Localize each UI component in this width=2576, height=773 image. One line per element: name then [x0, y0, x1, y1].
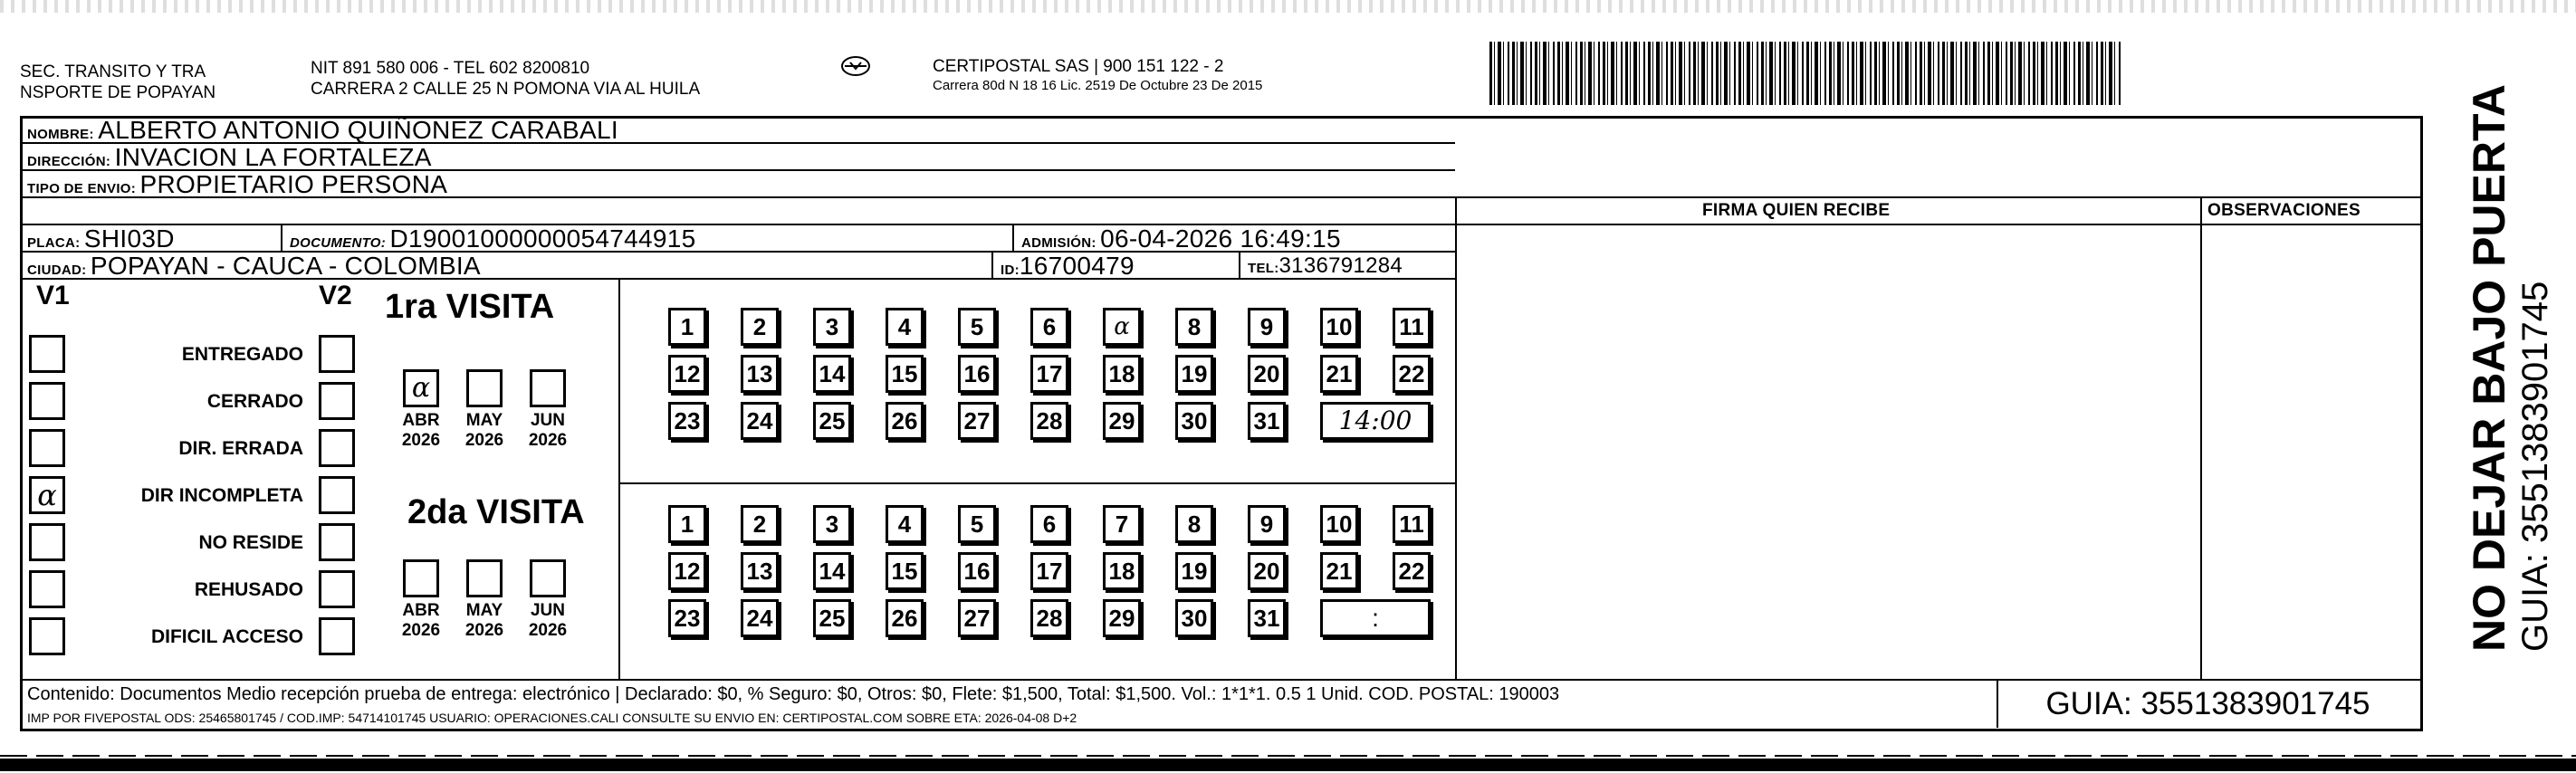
- tel-value: 3136791284: [1278, 253, 1403, 278]
- certipostal-block: [933, 56, 1262, 95]
- status-v2-checkbox[interactable]: [319, 429, 355, 467]
- day-box[interactable]: 8: [1175, 308, 1213, 346]
- day-box[interactable]: 18: [1103, 355, 1141, 393]
- signature-header: FIRMA QUIEN RECIBE: [1702, 201, 1891, 220]
- day-box[interactable]: 3: [813, 308, 851, 346]
- sender-block: [20, 62, 215, 103]
- name-row: [27, 116, 618, 145]
- visit1-title: 1ra VISITA: [385, 288, 555, 326]
- document-value: D19001000000054744915: [389, 224, 696, 253]
- day-box[interactable]: 9: [1248, 308, 1286, 346]
- month-year: 2026: [528, 621, 568, 640]
- plate-value: SHI03D: [83, 224, 175, 253]
- name-label: NOMBRE:: [27, 127, 94, 142]
- month-checkbox[interactable]: [403, 559, 439, 597]
- day-box[interactable]: 18: [1103, 552, 1141, 590]
- day-box[interactable]: 22: [1393, 552, 1431, 590]
- footer-print-line: IMP POR FIVEPOSTAL ODS: 25465801745 / COD.IMP: 54714101745 USUARIO: OPERACIONES.CALI CONSULTE SU ENVIO EN: CERTIPOSTAL.COM SOBRE ETA: 2026-04-08 D+2: [27, 711, 1077, 725]
- month-mark: α: [411, 372, 431, 404]
- day-box[interactable]: 12: [668, 355, 706, 393]
- status-v1-checkbox[interactable]: [29, 335, 65, 373]
- id-value: 16700479: [1019, 252, 1135, 280]
- day-box[interactable]: 15: [886, 355, 924, 393]
- recipient-name: ALBERTO ANTONIO QUIÑONEZ CARABALI: [98, 116, 618, 144]
- admission-label: ADMISIÓN:: [1021, 235, 1096, 251]
- month-checkbox[interactable]: [530, 559, 566, 597]
- address-label: DIRECCIÓN:: [27, 154, 111, 169]
- day-box[interactable]: 14: [813, 552, 851, 590]
- month-checkbox[interactable]: [403, 369, 439, 407]
- month-year: 2026: [464, 621, 504, 640]
- certipostal-line2: Carrera 80d N 18 16 Lic. 2519 De Octubre 23 De 2015: [933, 78, 1263, 93]
- visit-time-box[interactable]: :: [1320, 599, 1431, 637]
- send-type-value: PROPIETARIO PERSONA: [139, 170, 448, 198]
- day-box[interactable]: 17: [1030, 355, 1068, 393]
- day-box[interactable]: 1: [668, 505, 706, 543]
- document-label: DOCUMENTO:: [290, 235, 387, 251]
- certipostal-logo-icon: [838, 54, 874, 81]
- address-line: CARRERA 2 CALLE 25 N POMONA VIA AL HUILA: [311, 80, 701, 99]
- status-v1-checkbox[interactable]: [29, 617, 65, 655]
- day-box[interactable]: 16: [958, 552, 996, 590]
- day-box[interactable]: 15: [886, 552, 924, 590]
- month-label: MAY: [465, 411, 503, 430]
- status-v2-checkbox[interactable]: [319, 382, 355, 420]
- certipostal-line1: CERTIPOSTAL SAS | 900 151 122 - 2: [933, 57, 1224, 76]
- recipient-address: INVACION LA FORTALEZA: [114, 143, 432, 171]
- cut-line: [0, 755, 2576, 757]
- status-v1-checkbox[interactable]: [29, 523, 65, 561]
- day-box[interactable]: 25: [813, 599, 851, 637]
- month-year: 2026: [401, 621, 441, 640]
- day-box[interactable]: 19: [1175, 552, 1213, 590]
- send-type-label: TIPO DE ENVIO:: [27, 181, 137, 196]
- day-box[interactable]: 13: [741, 355, 779, 393]
- month-label: MAY: [465, 601, 503, 620]
- admission-field: [1021, 224, 1341, 253]
- guia-number-box: GUIA: 3551383901745: [1997, 681, 2418, 728]
- day-box[interactable]: 21: [1320, 552, 1358, 590]
- day-box[interactable]: 24: [741, 599, 779, 637]
- month-checkbox[interactable]: [530, 369, 566, 407]
- day-box[interactable]: 30: [1175, 599, 1213, 637]
- day-box[interactable]: 30: [1175, 402, 1213, 440]
- top-perforation: [0, 0, 2576, 13]
- month-label: ABR: [402, 411, 440, 430]
- status-item-label: DIFICIL ACCESO: [150, 626, 303, 647]
- status-v2-checkbox[interactable]: [319, 335, 355, 373]
- status-item-label: ENTREGADO: [181, 344, 303, 365]
- status-v1-checkbox[interactable]: [29, 476, 65, 514]
- status-item-label: CERRADO: [206, 391, 303, 412]
- status-item-label: DIR INCOMPLETA: [140, 485, 303, 506]
- day-box[interactable]: 1: [668, 308, 706, 346]
- day-box[interactable]: 23: [668, 402, 706, 440]
- sender-line2: NSPORTE DE POPAYAN: [20, 83, 216, 102]
- day-box[interactable]: 26: [886, 402, 924, 440]
- day-box[interactable]: 6: [1030, 505, 1068, 543]
- status-item-label: REHUSADO: [194, 579, 303, 600]
- day-box[interactable]: 29: [1103, 599, 1141, 637]
- day-box[interactable]: 13: [741, 552, 779, 590]
- city-row: [27, 252, 481, 281]
- city-value: POPAYAN - CAUCA - COLOMBIA: [90, 252, 481, 280]
- footer-content-line: Contenido: Documentos Medio recepción prueba de entrega: electrónico | Declarado: $0, % Seguro: $0, Otros: $0, Flete: $1,500, Total: $1,500. Vol.: 1*1*1. 0.5 1 Unid. COD. POSTAL: 190003: [27, 684, 1560, 704]
- day-box[interactable]: 31: [1248, 599, 1286, 637]
- v1-header: V1: [36, 281, 70, 310]
- status-v2-checkbox[interactable]: [319, 476, 355, 514]
- day-box[interactable]: 28: [1030, 599, 1068, 637]
- plate-label: PLACA:: [27, 235, 81, 251]
- visit-time-box[interactable]: 14:00: [1320, 402, 1431, 440]
- day-box[interactable]: 11: [1393, 505, 1431, 543]
- status-v1-mark: α: [37, 478, 57, 512]
- day-box[interactable]: 7: [1103, 505, 1141, 543]
- observations-header: OBSERVACIONES: [2207, 201, 2361, 220]
- sender-contact-block: [311, 58, 700, 100]
- day-box[interactable]: 8: [1175, 505, 1213, 543]
- visit2-title: 2da VISITA: [407, 493, 585, 531]
- side-guia-text: GUIA: 3551383901745: [2515, 281, 2555, 652]
- sender-line1: SEC. TRANSITO Y TRA: [20, 62, 206, 81]
- day-box[interactable]: 5: [958, 505, 996, 543]
- day-box[interactable]: 9: [1248, 505, 1286, 543]
- day-box[interactable]: 4: [886, 308, 924, 346]
- send-type-row: [27, 170, 447, 199]
- side-notice: [2463, 84, 2556, 652]
- day-box[interactable]: 10: [1320, 308, 1358, 346]
- day-box[interactable]: 29: [1103, 402, 1141, 440]
- day-box[interactable]: 19: [1175, 355, 1213, 393]
- day-box[interactable]: α: [1103, 308, 1141, 346]
- day-box[interactable]: 11: [1393, 308, 1431, 346]
- day-box[interactable]: 4: [886, 505, 924, 543]
- day-box[interactable]: 20: [1248, 552, 1286, 590]
- day-box[interactable]: 6: [1030, 308, 1068, 346]
- day-box[interactable]: 2: [741, 308, 779, 346]
- status-v1-checkbox[interactable]: [29, 570, 65, 608]
- month-year: 2026: [464, 431, 504, 450]
- status-v2-checkbox[interactable]: [319, 617, 355, 655]
- day-box[interactable]: 23: [668, 599, 706, 637]
- day-box[interactable]: 17: [1030, 552, 1068, 590]
- nit-line: NIT 891 580 006 - TEL 602 8200810: [311, 59, 590, 78]
- month-label: JUN: [530, 411, 565, 430]
- day-box[interactable]: 5: [958, 308, 996, 346]
- day-box[interactable]: 21: [1320, 355, 1358, 393]
- day-box[interactable]: 24: [741, 402, 779, 440]
- id-label: ID:: [1001, 262, 1020, 278]
- day-box[interactable]: 27: [958, 402, 996, 440]
- day-box[interactable]: 25: [813, 402, 851, 440]
- day-box[interactable]: 31: [1248, 402, 1286, 440]
- plate-row: [27, 224, 175, 253]
- month-label: ABR: [402, 601, 440, 620]
- tel-field: [1248, 253, 1403, 279]
- status-v2-checkbox[interactable]: [319, 523, 355, 561]
- document-field: [290, 224, 695, 253]
- day-box[interactable]: 2: [741, 505, 779, 543]
- month-checkbox[interactable]: [466, 369, 503, 407]
- month-checkbox[interactable]: [466, 559, 503, 597]
- id-field: [1001, 252, 1135, 281]
- day-box[interactable]: 20: [1248, 355, 1286, 393]
- status-v1-checkbox[interactable]: [29, 382, 65, 420]
- bottom-bar: [0, 759, 2576, 771]
- tel-label: TEL:: [1248, 261, 1279, 276]
- side-no-dejar-text: NO DEJAR BAJO PUERTA: [2464, 84, 2514, 652]
- admission-value: 06-04-2026 16:49:15: [1100, 224, 1341, 253]
- day-box[interactable]: 14: [813, 355, 851, 393]
- address-row: [27, 143, 432, 172]
- status-v2-checkbox[interactable]: [319, 570, 355, 608]
- shipping-label-frame: [20, 116, 2423, 731]
- city-label: CIUDAD:: [27, 262, 87, 278]
- day-box[interactable]: 12: [668, 552, 706, 590]
- barcode: [1489, 42, 2123, 105]
- v2-header: V2: [319, 281, 352, 310]
- day-box[interactable]: 27: [958, 599, 996, 637]
- day-box[interactable]: 16: [958, 355, 996, 393]
- status-item-label: NO RESIDE: [198, 532, 303, 553]
- status-v1-checkbox[interactable]: [29, 429, 65, 467]
- day-box[interactable]: 26: [886, 599, 924, 637]
- day-box[interactable]: 28: [1030, 402, 1068, 440]
- month-label: JUN: [530, 601, 565, 620]
- month-year: 2026: [528, 431, 568, 450]
- day-box[interactable]: 10: [1320, 505, 1358, 543]
- status-item-label: DIR. ERRADA: [178, 438, 303, 459]
- day-box[interactable]: 3: [813, 505, 851, 543]
- month-year: 2026: [401, 431, 441, 450]
- day-box[interactable]: 22: [1393, 355, 1431, 393]
